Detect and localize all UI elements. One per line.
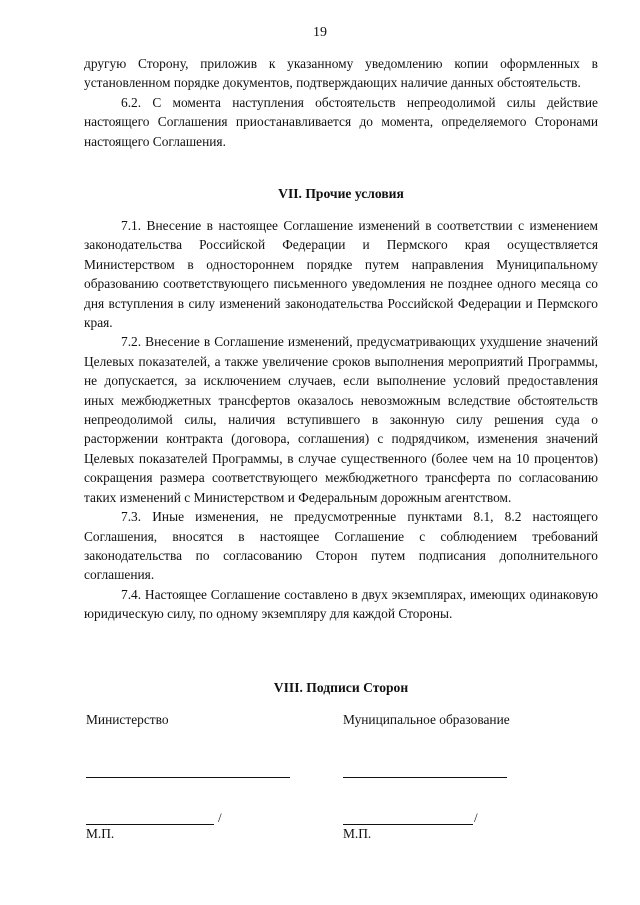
section-7-body — [84, 216, 598, 624]
section-7-heading: VII. Прочие условия — [278, 186, 404, 201]
clause-7-4: 7.4. Настоящее Соглашение составлено в двух экземплярах, имеющих одинаковую юридическую силу, по одному экземпляру для каждой Стороны. — [84, 586, 598, 622]
clause-6-2: 6.2. С момента наступления обстоятельств непреодолимой силы действие настоящего Соглашения приостанавливается до момента, определяемого Сторонами настоящего Соглашения. — [84, 94, 598, 149]
municipality-seal-mark: М.П. — [343, 826, 372, 841]
clause-7-1: 7.1. Внесение в настоящее Соглашение изменений в соответствии с изменением законодательства Российской Федерации и Пермского края осуществляется Министерством в одностороннем порядке путем направления Муниципальному образованию соответствующего письменного уведомления не позднее одного месяца со дня вступления в силу изменений законодательства Российской Федерации и Пермского края. — [84, 218, 598, 331]
signatory-municipality-label: Муниципальное образование — [343, 712, 510, 727]
municipality-name-line — [343, 777, 507, 778]
municipality-signature-slash: / — [474, 810, 478, 825]
municipality-signature-line — [343, 824, 473, 825]
ministry-signature-slash: / — [218, 810, 222, 825]
paragraph-6-1-tail: другую Сторону, приложив к указанному уведомлению копии оформленных в установленном порядке документов, подтверждающих наличие данных обстоятельств. — [84, 56, 598, 91]
section-6-continuation — [84, 54, 598, 151]
clause-7-2: 7.2. Внесение в Соглашение изменений, предусматривающих ухудшение значений Целевых показателей, а также увеличение сроков выполнения мероприятий Программы, не допускается, за исключением случаев, если выполнение условий предоставления иных межбюджетных трансфертов оказалось невозможным вследствие обстоятельств непреодолимой силы, наличия вступившего в законную силу решения суда о расторжении контракта (договора, соглашения) с подрядчиком, изменения значений Целевых показателей Программы, в случае существенного (более чем на 10 процентов) сокращения размера соответствующего межбюджетного трансферта по согласованию таких изменений с Министерством и Федеральным дорожным агентством. — [84, 334, 598, 505]
ministry-name-line — [86, 777, 290, 778]
signatory-ministry-label: Министерство — [86, 712, 169, 727]
clause-7-3: 7.3. Иные изменения, не предусмотренные пунктами 8.1, 8.2 настоящего Соглашения, вносятся в настоящее Соглашение с соблюдением требований законодательства по согласованию Сторон путем подписания дополнительного соглашения. — [84, 509, 598, 583]
page-number: 19 — [313, 25, 327, 40]
ministry-signature-line — [86, 824, 214, 825]
ministry-seal-mark: М.П. — [86, 826, 115, 841]
section-8-heading: VIII. Подписи Сторон — [273, 680, 409, 695]
